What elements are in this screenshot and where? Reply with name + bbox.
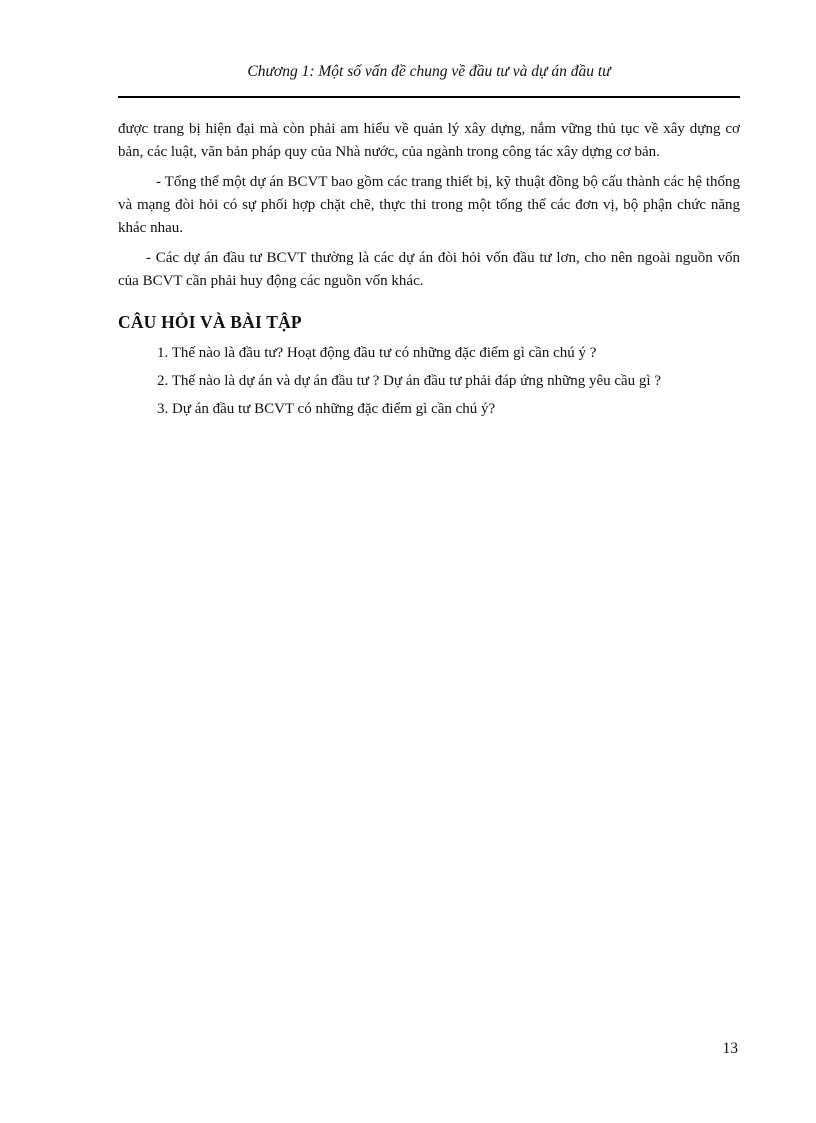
header-rule <box>118 96 740 98</box>
page-body <box>118 118 740 426</box>
question-item: 3. Dự án đầu tư BCVT có những đặc điểm gì cần chú ý? <box>157 401 496 417</box>
body-paragraph: - Tổng thể một dự án BCVT bao gồm các trang thiết bị, kỹ thuật đồng bộ cấu thành các hệ thống và mạng đòi hỏi có sự phối hợp chặt chẽ, thực thi trong một tổng thể các đơn vị, bộ phận chức năng khác nhau. <box>118 174 740 236</box>
section-heading: CÂU HỎI VÀ BÀI TẬP <box>118 312 302 332</box>
question-list <box>118 342 740 421</box>
question-item: 2. Thế nào là dự án và dự án đầu tư ? Dự án đầu tư phải đáp ứng những yêu cầu gì ? <box>157 373 661 389</box>
question-item: 1. Thế nào là đầu tư? Hoạt động đầu tư có những đặc điểm gì cần chú ý ? <box>157 345 597 361</box>
body-paragraph: - Các dự án đầu tư BCVT thường là các dự án đòi hỏi vốn đầu tư lơn, cho nên ngoài nguồn vốn của BCVT cần phải huy động các nguồn vốn khác. <box>118 250 740 289</box>
running-header: Chương 1: Một số vấn đề chung về đầu tư và dự án đầu tư <box>247 63 611 80</box>
body-paragraph: được trang bị hiện đại mà còn phải am hiểu về quản lý xây dựng, nắm vững thủ tục về xây dựng cơ bản, các luật, văn bản pháp quy của Nhà nước, của ngành trong công tác xây dựng cơ bản. <box>118 121 740 160</box>
page-number: 13 <box>722 1040 738 1057</box>
